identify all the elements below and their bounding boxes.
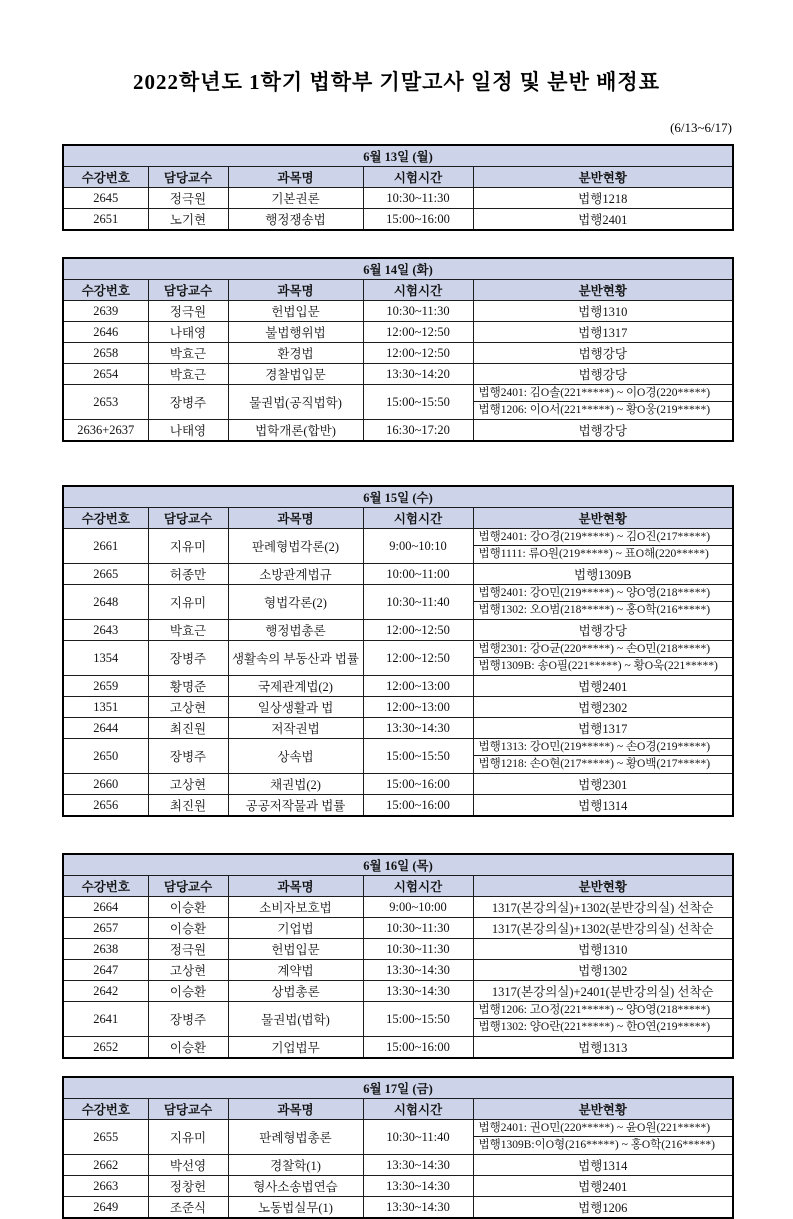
cell-assignment <box>473 529 733 564</box>
cell-exam-time: 10:30~11:40 <box>363 1120 473 1155</box>
table-row <box>63 301 733 322</box>
cell-exam-time: 10:30~11:40 <box>363 585 473 620</box>
cell-course-number: 2656 <box>63 795 148 817</box>
cell-subject: 법학개론(합반) <box>228 420 363 442</box>
column-header: 분반현황 <box>473 167 733 188</box>
column-header: 담당교수 <box>148 280 228 301</box>
exam-table <box>62 485 734 817</box>
cell-assignment: 법행1317 <box>473 322 733 343</box>
assignment-line: 법행1309B: 송O필(221*****) ~ 황O욱(221*****) <box>478 660 718 672</box>
cell-exam-time: 13:30~14:30 <box>363 981 473 1002</box>
column-header: 시험시간 <box>363 167 473 188</box>
cell-professor: 조준식 <box>148 1197 228 1219</box>
column-header: 분반현황 <box>473 1099 733 1120</box>
cell-assignment: 법행1218 <box>473 188 733 209</box>
table-row <box>63 774 733 795</box>
cell-course-number: 2641 <box>63 1002 148 1037</box>
cell-subject: 판례형법각론(2) <box>228 529 363 564</box>
column-header: 담당교수 <box>148 508 228 529</box>
table-row <box>63 739 733 774</box>
column-header: 담당교수 <box>148 167 228 188</box>
cell-subject: 기본권론 <box>228 188 363 209</box>
cell-professor: 나태영 <box>148 322 228 343</box>
column-header: 분반현황 <box>473 280 733 301</box>
cell-subject: 저작권법 <box>228 718 363 739</box>
cell-subject: 상속법 <box>228 739 363 774</box>
assignment-line: 법행1206: 고O정(221*****) ~ 양O영(218*****) <box>474 1002 733 1019</box>
cell-exam-time: 15:00~16:00 <box>363 209 473 231</box>
column-header: 시험시간 <box>363 508 473 529</box>
cell-professor: 황명준 <box>148 676 228 697</box>
cell-professor: 장병주 <box>148 385 228 420</box>
table-row <box>63 1197 733 1219</box>
cell-course-number: 2646 <box>63 322 148 343</box>
cell-course-number: 2642 <box>63 981 148 1002</box>
table-row <box>63 795 733 817</box>
cell-professor: 고상현 <box>148 697 228 718</box>
cell-exam-time: 15:00~16:00 <box>363 1037 473 1059</box>
cell-professor: 장병주 <box>148 1002 228 1037</box>
table-row <box>63 697 733 718</box>
exam-table <box>62 144 734 231</box>
table-row <box>63 960 733 981</box>
column-header: 분반현황 <box>473 508 733 529</box>
table-row <box>63 1037 733 1059</box>
cell-exam-time: 12:00~13:00 <box>363 676 473 697</box>
cell-assignment: 법행1313 <box>473 1037 733 1059</box>
cell-professor: 이승환 <box>148 981 228 1002</box>
table-row <box>63 641 733 676</box>
exam-tables-container <box>0 144 793 1219</box>
cell-course-number: 2655 <box>63 1120 148 1155</box>
cell-exam-time: 10:00~11:00 <box>363 564 473 585</box>
cell-assignment: 1317(본강의실)+1302(분반강의실) 선착순 <box>473 918 733 939</box>
table-row <box>63 1155 733 1176</box>
table-row <box>63 676 733 697</box>
cell-professor: 노기현 <box>148 209 228 231</box>
cell-professor: 이승환 <box>148 918 228 939</box>
cell-course-number: 1351 <box>63 697 148 718</box>
cell-assignment: 법행1314 <box>473 795 733 817</box>
day-header: 6월 13일 (월) <box>63 145 733 167</box>
cell-course-number: 2662 <box>63 1155 148 1176</box>
cell-professor: 지유미 <box>148 1120 228 1155</box>
cell-assignment <box>473 585 733 620</box>
cell-professor: 이승환 <box>148 1037 228 1059</box>
cell-exam-time: 13:30~14:30 <box>363 718 473 739</box>
cell-subject: 노동법실무(1) <box>228 1197 363 1219</box>
cell-professor: 박선영 <box>148 1155 228 1176</box>
cell-exam-time: 10:30~11:30 <box>363 188 473 209</box>
exam-table <box>62 1076 734 1219</box>
cell-professor: 나태영 <box>148 420 228 442</box>
cell-exam-time: 10:30~11:30 <box>363 939 473 960</box>
cell-assignment <box>473 641 733 676</box>
cell-subject: 환경법 <box>228 343 363 364</box>
cell-course-number: 2659 <box>63 676 148 697</box>
table-row <box>63 385 733 420</box>
day-header: 6월 17일 (금) <box>63 1077 733 1099</box>
cell-subject: 행정쟁송법 <box>228 209 363 231</box>
cell-course-number: 2643 <box>63 620 148 641</box>
cell-assignment: 법행강당 <box>473 420 733 442</box>
cell-exam-time: 12:00~12:50 <box>363 641 473 676</box>
cell-subject: 채권법(2) <box>228 774 363 795</box>
cell-subject: 형사소송법연습 <box>228 1176 363 1197</box>
cell-exam-time: 15:00~15:50 <box>363 739 473 774</box>
cell-course-number: 2660 <box>63 774 148 795</box>
cell-subject: 경찰법입문 <box>228 364 363 385</box>
cell-subject: 일상생활과 법 <box>228 697 363 718</box>
cell-subject: 판례형법총론 <box>228 1120 363 1155</box>
cell-subject: 공공저작물과 법률 <box>228 795 363 817</box>
cell-exam-time: 15:00~15:50 <box>363 1002 473 1037</box>
cell-course-number: 2663 <box>63 1176 148 1197</box>
cell-assignment: 법행강당 <box>473 620 733 641</box>
cell-exam-time: 13:30~14:30 <box>363 1197 473 1219</box>
table-row <box>63 620 733 641</box>
cell-subject: 상법총론 <box>228 981 363 1002</box>
assignment-line: 법행2401: 김O솔(221*****) ~ 이O경(220*****) <box>474 385 733 402</box>
cell-professor: 최진원 <box>148 795 228 817</box>
column-header: 과목명 <box>228 1099 363 1120</box>
cell-exam-time: 13:30~14:30 <box>363 960 473 981</box>
table-row <box>63 981 733 1002</box>
cell-course-number: 1354 <box>63 641 148 676</box>
cell-exam-time: 13:30~14:30 <box>363 1176 473 1197</box>
cell-course-number: 2649 <box>63 1197 148 1219</box>
table-row <box>63 564 733 585</box>
cell-assignment: 법행2401 <box>473 1176 733 1197</box>
cell-professor: 정극원 <box>148 301 228 322</box>
cell-course-number: 2664 <box>63 897 148 918</box>
cell-exam-time: 12:00~12:50 <box>363 322 473 343</box>
table-row <box>63 420 733 442</box>
cell-exam-time: 10:30~11:30 <box>363 918 473 939</box>
cell-exam-time: 9:00~10:00 <box>363 897 473 918</box>
table-row <box>63 529 733 564</box>
cell-professor: 최진원 <box>148 718 228 739</box>
cell-professor: 고상현 <box>148 774 228 795</box>
cell-assignment: 법행2401 <box>473 209 733 231</box>
cell-course-number: 2648 <box>63 585 148 620</box>
table-row <box>63 209 733 231</box>
table-row <box>63 364 733 385</box>
cell-course-number: 2651 <box>63 209 148 231</box>
table-row <box>63 718 733 739</box>
column-header: 수강번호 <box>63 167 148 188</box>
cell-assignment: 법행1317 <box>473 718 733 739</box>
column-header: 과목명 <box>228 876 363 897</box>
cell-subject: 물권법(법학) <box>228 1002 363 1037</box>
column-header: 수강번호 <box>63 1099 148 1120</box>
table-row <box>63 918 733 939</box>
column-header: 과목명 <box>228 167 363 188</box>
cell-professor: 이승환 <box>148 897 228 918</box>
assignment-line: 법행2401: 강O민(219*****) ~ 양O영(218*****) <box>474 585 733 602</box>
column-header: 담당교수 <box>148 876 228 897</box>
cell-exam-time: 12:00~12:50 <box>363 620 473 641</box>
cell-course-number: 2665 <box>63 564 148 585</box>
cell-professor: 고상현 <box>148 960 228 981</box>
cell-exam-time: 15:00~16:00 <box>363 795 473 817</box>
cell-assignment: 법행1310 <box>473 939 733 960</box>
cell-professor: 정극원 <box>148 939 228 960</box>
date-range: (6/13~6/17) <box>670 120 732 135</box>
assignment-line: 법행1302: 오O범(218*****) ~ 홍O학(216*****) <box>478 604 711 616</box>
column-header: 시험시간 <box>363 1099 473 1120</box>
cell-subject: 헌법입문 <box>228 301 363 322</box>
cell-course-number: 2638 <box>63 939 148 960</box>
cell-subject: 기업법무 <box>228 1037 363 1059</box>
cell-assignment <box>473 1002 733 1037</box>
cell-course-number: 2650 <box>63 739 148 774</box>
column-header: 수강번호 <box>63 508 148 529</box>
cell-professor: 지유미 <box>148 585 228 620</box>
table-row <box>63 1176 733 1197</box>
exam-table <box>62 853 734 1059</box>
cell-course-number: 2639 <box>63 301 148 322</box>
cell-assignment: 1317(본강의실)+2401(분반강의실) 선착순 <box>473 981 733 1002</box>
cell-course-number: 2661 <box>63 529 148 564</box>
column-header: 담당교수 <box>148 1099 228 1120</box>
cell-subject: 국제관계법(2) <box>228 676 363 697</box>
cell-exam-time: 9:00~10:10 <box>363 529 473 564</box>
cell-subject: 경찰학(1) <box>228 1155 363 1176</box>
table-row <box>63 343 733 364</box>
cell-professor: 박효근 <box>148 364 228 385</box>
table-row <box>63 585 733 620</box>
column-header: 과목명 <box>228 280 363 301</box>
cell-course-number: 2636+2637 <box>63 420 148 442</box>
table-row <box>63 188 733 209</box>
table-row <box>63 939 733 960</box>
cell-exam-time: 13:30~14:30 <box>363 1155 473 1176</box>
cell-assignment: 법행1314 <box>473 1155 733 1176</box>
page-title: 2022학년도 1학기 법학부 기말고사 일정 및 분반 배정표 <box>133 70 660 94</box>
cell-subject: 행정법총론 <box>228 620 363 641</box>
cell-assignment: 법행1310 <box>473 301 733 322</box>
table-row <box>63 897 733 918</box>
cell-subject: 헌법입문 <box>228 939 363 960</box>
cell-professor: 지유미 <box>148 529 228 564</box>
assignment-line: 법행1313: 강O민(219*****) ~ 손O경(219*****) <box>474 739 733 756</box>
assignment-line: 법행1309B:이O형(216*****) ~ 홍O학(216*****) <box>478 1139 715 1151</box>
day-header: 6월 15일 (수) <box>63 486 733 508</box>
cell-course-number: 2654 <box>63 364 148 385</box>
cell-assignment: 법행2401 <box>473 676 733 697</box>
cell-exam-time: 16:30~17:20 <box>363 420 473 442</box>
cell-course-number: 2644 <box>63 718 148 739</box>
cell-subject: 형법각론(2) <box>228 585 363 620</box>
assignment-line: 법행2301: 강O균(220*****) ~ 손O민(218*****) <box>474 641 733 658</box>
cell-assignment: 법행강당 <box>473 364 733 385</box>
cell-professor: 허종만 <box>148 564 228 585</box>
cell-subject: 물권법(공직법학) <box>228 385 363 420</box>
cell-course-number: 2645 <box>63 188 148 209</box>
assignment-line: 법행2401: 강O경(219*****) ~ 김O진(217*****) <box>474 529 733 546</box>
day-header: 6월 14일 (화) <box>63 258 733 280</box>
exam-table <box>62 257 734 442</box>
table-row <box>63 322 733 343</box>
day-header: 6월 16일 (목) <box>63 854 733 876</box>
cell-professor: 장병주 <box>148 739 228 774</box>
cell-assignment: 법행1302 <box>473 960 733 981</box>
cell-professor: 정창헌 <box>148 1176 228 1197</box>
assignment-line: 법행2401: 권O민(220*****) ~ 윤O원(221*****) <box>474 1120 733 1137</box>
column-header: 과목명 <box>228 508 363 529</box>
cell-assignment: 법행2301 <box>473 774 733 795</box>
cell-assignment: 법행2302 <box>473 697 733 718</box>
cell-professor: 박효근 <box>148 343 228 364</box>
cell-professor: 박효근 <box>148 620 228 641</box>
cell-assignment: 법행1206 <box>473 1197 733 1219</box>
cell-assignment <box>473 385 733 420</box>
cell-assignment: 법행강당 <box>473 343 733 364</box>
cell-exam-time: 15:00~16:00 <box>363 774 473 795</box>
assignment-line: 법행1218: 손O현(217*****) ~ 황O백(217*****) <box>478 758 711 770</box>
cell-course-number: 2647 <box>63 960 148 981</box>
cell-assignment <box>473 739 733 774</box>
column-header: 수강번호 <box>63 280 148 301</box>
cell-subject: 생활속의 부동산과 법률 <box>228 641 363 676</box>
cell-subject: 소비자보호법 <box>228 897 363 918</box>
cell-course-number: 2653 <box>63 385 148 420</box>
cell-professor: 장병주 <box>148 641 228 676</box>
assignment-line: 법행1302: 양O란(221*****) ~ 한O연(219*****) <box>478 1021 711 1033</box>
cell-assignment: 1317(본강의실)+1302(분반강의실) 선착순 <box>473 897 733 918</box>
cell-subject: 기업법 <box>228 918 363 939</box>
cell-course-number: 2652 <box>63 1037 148 1059</box>
cell-subject: 소방관계법규 <box>228 564 363 585</box>
cell-subject: 계약법 <box>228 960 363 981</box>
cell-exam-time: 10:30~11:30 <box>363 301 473 322</box>
column-header: 분반현황 <box>473 876 733 897</box>
cell-assignment: 법행1309B <box>473 564 733 585</box>
cell-exam-time: 12:00~13:00 <box>363 697 473 718</box>
column-header: 시험시간 <box>363 876 473 897</box>
cell-exam-time: 12:00~12:50 <box>363 343 473 364</box>
table-row <box>63 1002 733 1037</box>
cell-course-number: 2657 <box>63 918 148 939</box>
cell-exam-time: 13:30~14:20 <box>363 364 473 385</box>
column-header: 시험시간 <box>363 280 473 301</box>
cell-subject: 불법행위법 <box>228 322 363 343</box>
table-row <box>63 1120 733 1155</box>
cell-exam-time: 15:00~15:50 <box>363 385 473 420</box>
cell-course-number: 2658 <box>63 343 148 364</box>
assignment-line: 법행1111: 류O원(219*****) ~ 표O해(220*****) <box>478 548 709 560</box>
column-header: 수강번호 <box>63 876 148 897</box>
cell-professor: 정극원 <box>148 188 228 209</box>
assignment-line: 법행1206: 이O서(221*****) ~ 황O웅(219*****) <box>478 404 711 416</box>
cell-assignment <box>473 1120 733 1155</box>
